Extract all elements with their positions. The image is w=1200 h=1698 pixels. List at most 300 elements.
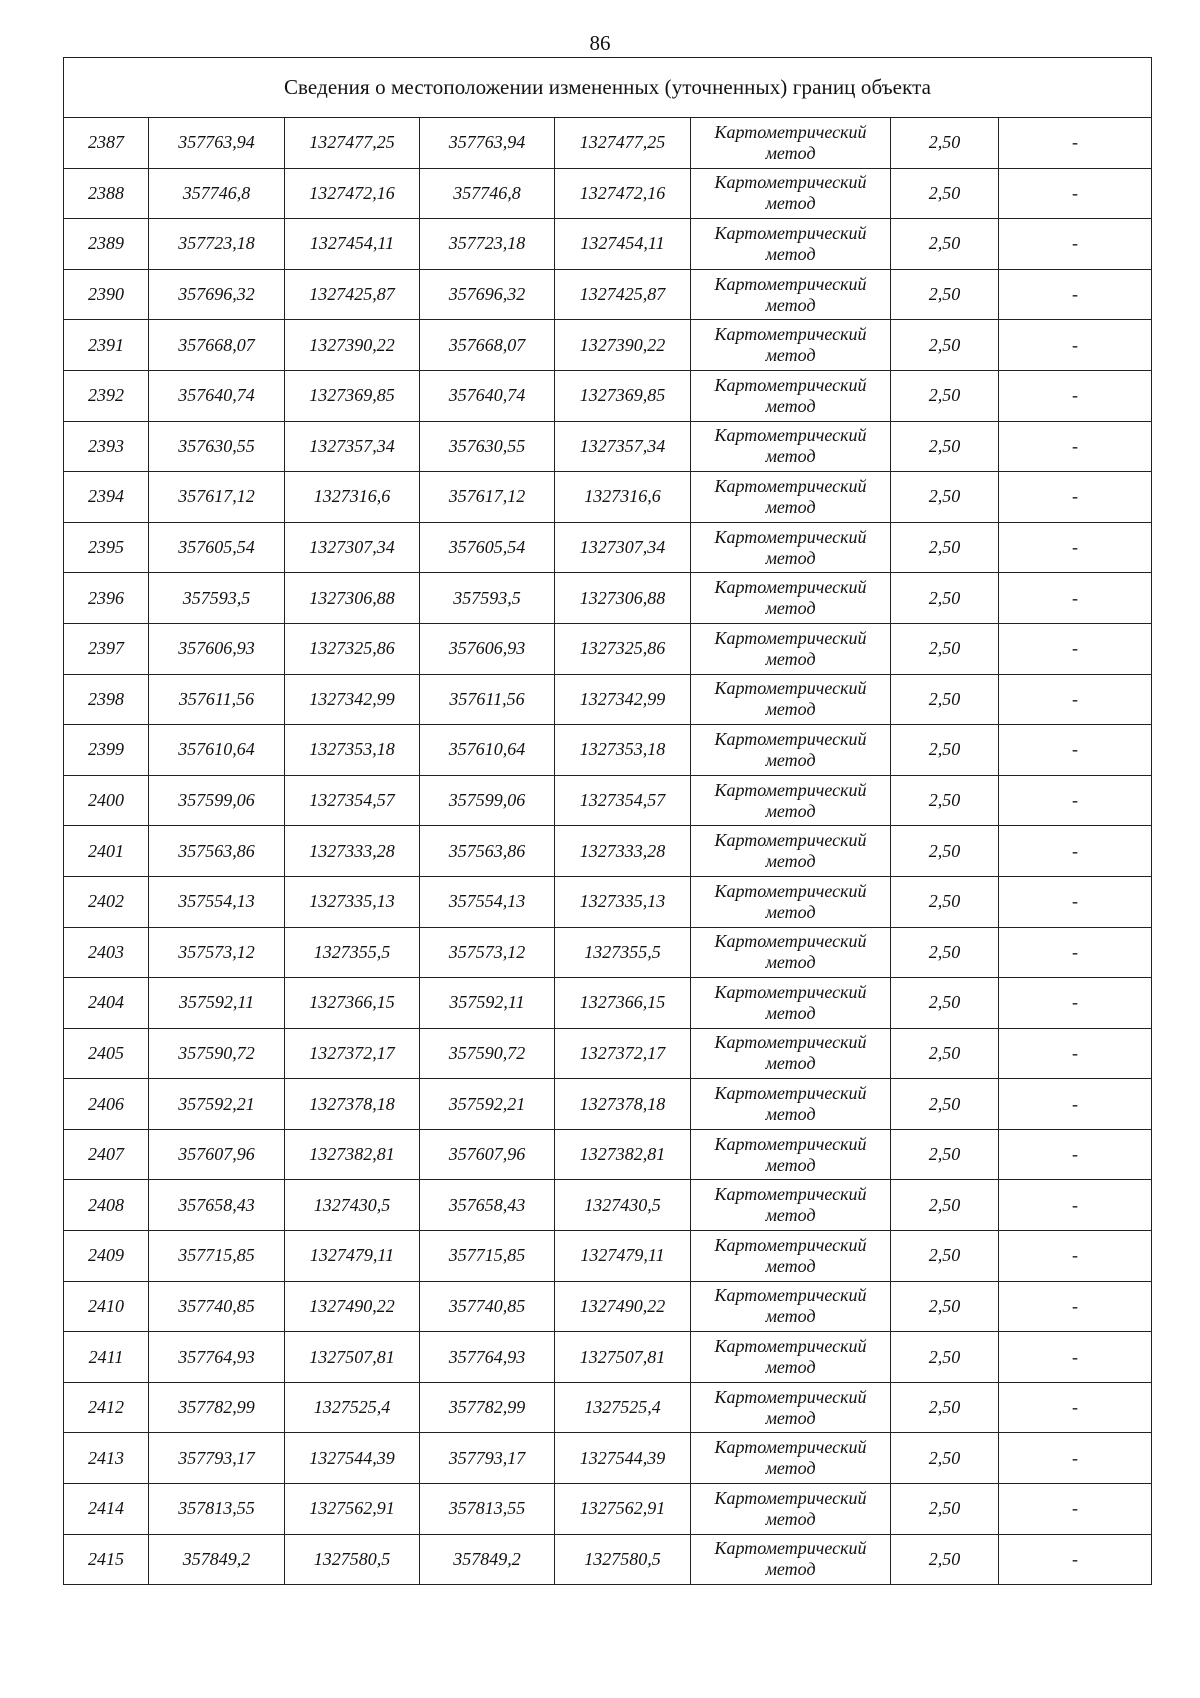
method-cell: [691, 1534, 891, 1585]
method-cell: [691, 876, 891, 927]
method-cell: [691, 1484, 891, 1535]
note-cell: -: [999, 1534, 1152, 1585]
accuracy-cell: 2,50: [891, 623, 999, 674]
refined-y-cell: 1327580,5: [555, 1534, 691, 1585]
existing-x-cell: 357611,56: [149, 674, 285, 725]
existing-y-cell: 1327307,34: [285, 522, 420, 573]
existing-x-cell: 357668,07: [149, 320, 285, 371]
existing-x-cell: 357782,99: [149, 1382, 285, 1433]
method-cell: [691, 1180, 891, 1231]
existing-y-cell: 1327316,6: [285, 472, 420, 523]
existing-y-cell: 1327490,22: [285, 1281, 420, 1332]
existing-x-cell: 357630,55: [149, 421, 285, 472]
existing-y-cell: 1327372,17: [285, 1028, 420, 1079]
table-row: [64, 472, 1152, 523]
refined-y-cell: 1327353,18: [555, 725, 691, 776]
table-row: [64, 522, 1152, 573]
refined-y-cell: 1327369,85: [555, 370, 691, 421]
table-row: [64, 168, 1152, 219]
accuracy-cell: 2,50: [891, 725, 999, 776]
accuracy-cell: 2,50: [891, 1484, 999, 1535]
table-row: [64, 269, 1152, 320]
refined-y-cell: 1327477,25: [555, 118, 691, 169]
existing-x-cell: 357740,85: [149, 1281, 285, 1332]
method-line-1: Картометрический: [714, 1285, 867, 1306]
accuracy-cell: 2,50: [891, 978, 999, 1029]
refined-y-cell: 1327333,28: [555, 826, 691, 877]
method-line-2: метод: [765, 345, 816, 366]
existing-x-cell: 357813,55: [149, 1484, 285, 1535]
table-row: [64, 1129, 1152, 1180]
method-line-2: метод: [765, 1508, 816, 1529]
existing-x-cell: 357723,18: [149, 219, 285, 270]
note-cell: -: [999, 1484, 1152, 1535]
method-cell: [691, 1079, 891, 1130]
method-cell: [691, 219, 891, 270]
refined-x-cell: 357763,94: [420, 118, 555, 169]
table-row: [64, 219, 1152, 270]
accuracy-cell: 2,50: [891, 876, 999, 927]
table-row: [64, 1281, 1152, 1332]
point-number-cell: 2390: [64, 269, 149, 320]
method-line-2: метод: [765, 749, 816, 770]
accuracy-cell: 2,50: [891, 1180, 999, 1231]
point-number-cell: 2403: [64, 927, 149, 978]
point-number-cell: 2411: [64, 1332, 149, 1383]
refined-y-cell: 1327382,81: [555, 1129, 691, 1180]
existing-x-cell: 357715,85: [149, 1231, 285, 1282]
existing-x-cell: 357849,2: [149, 1534, 285, 1585]
note-cell: -: [999, 1028, 1152, 1079]
existing-x-cell: 357563,86: [149, 826, 285, 877]
method-line-2: метод: [765, 1559, 816, 1580]
method-line-1: Картометрический: [714, 374, 867, 395]
method-cell: [691, 978, 891, 1029]
refined-y-cell: 1327366,15: [555, 978, 691, 1029]
method-line-2: метод: [765, 446, 816, 467]
method-cell: [691, 370, 891, 421]
point-number-cell: 2402: [64, 876, 149, 927]
refined-x-cell: 357813,55: [420, 1484, 555, 1535]
note-cell: -: [999, 219, 1152, 270]
refined-x-cell: 357606,93: [420, 623, 555, 674]
accuracy-cell: 2,50: [891, 573, 999, 624]
refined-x-cell: 357746,8: [420, 168, 555, 219]
accuracy-cell: 2,50: [891, 320, 999, 371]
existing-y-cell: 1327507,81: [285, 1332, 420, 1383]
note-cell: -: [999, 1433, 1152, 1484]
refined-y-cell: 1327479,11: [555, 1231, 691, 1282]
method-line-1: Картометрический: [714, 475, 867, 496]
refined-y-cell: 1327390,22: [555, 320, 691, 371]
method-cell: [691, 1332, 891, 1383]
point-number-cell: 2400: [64, 775, 149, 826]
method-line-2: метод: [765, 800, 816, 821]
refined-x-cell: 357640,74: [420, 370, 555, 421]
refined-x-cell: 357554,13: [420, 876, 555, 927]
table-row: [64, 1231, 1152, 1282]
table-row: [64, 1332, 1152, 1383]
method-line-1: Картометрический: [714, 1234, 867, 1255]
method-line-1: Картометрический: [714, 1386, 867, 1407]
existing-x-cell: 357592,21: [149, 1079, 285, 1130]
note-cell: -: [999, 168, 1152, 219]
method-cell: [691, 472, 891, 523]
refined-y-cell: 1327306,88: [555, 573, 691, 624]
refined-x-cell: 357592,11: [420, 978, 555, 1029]
note-cell: -: [999, 370, 1152, 421]
existing-x-cell: 357746,8: [149, 168, 285, 219]
method-cell: [691, 1129, 891, 1180]
accuracy-cell: 2,50: [891, 1231, 999, 1282]
existing-y-cell: 1327335,13: [285, 876, 420, 927]
method-line-1: Картометрический: [714, 222, 867, 243]
refined-y-cell: 1327307,34: [555, 522, 691, 573]
method-line-2: метод: [765, 193, 816, 214]
method-line-2: метод: [765, 1002, 816, 1023]
method-cell: [691, 573, 891, 624]
method-cell: [691, 320, 891, 371]
table-row: [64, 876, 1152, 927]
point-number-cell: 2396: [64, 573, 149, 624]
accuracy-cell: 2,50: [891, 1281, 999, 1332]
method-line-2: метод: [765, 547, 816, 568]
accuracy-cell: 2,50: [891, 118, 999, 169]
accuracy-cell: 2,50: [891, 1382, 999, 1433]
point-number-cell: 2414: [64, 1484, 149, 1535]
method-line-1: Картометрический: [714, 1487, 867, 1508]
method-line-2: метод: [765, 851, 816, 872]
method-line-1: Картометрический: [714, 324, 867, 345]
existing-x-cell: 357590,72: [149, 1028, 285, 1079]
method-cell: [691, 1382, 891, 1433]
method-cell: [691, 1028, 891, 1079]
method-line-2: метод: [765, 1458, 816, 1479]
accuracy-cell: 2,50: [891, 1332, 999, 1383]
refined-x-cell: 357610,64: [420, 725, 555, 776]
refined-y-cell: 1327342,99: [555, 674, 691, 725]
table-row: [64, 1382, 1152, 1433]
existing-x-cell: 357606,93: [149, 623, 285, 674]
refined-y-cell: 1327335,13: [555, 876, 691, 927]
table-row: [64, 623, 1152, 674]
refined-y-cell: 1327357,34: [555, 421, 691, 472]
existing-x-cell: 357605,54: [149, 522, 285, 573]
point-number-cell: 2395: [64, 522, 149, 573]
method-line-1: Картометрический: [714, 981, 867, 1002]
method-line-2: метод: [765, 1357, 816, 1378]
note-cell: -: [999, 269, 1152, 320]
existing-x-cell: 357554,13: [149, 876, 285, 927]
refined-x-cell: 357715,85: [420, 1231, 555, 1282]
note-cell: -: [999, 623, 1152, 674]
method-line-2: метод: [765, 496, 816, 517]
refined-y-cell: 1327430,5: [555, 1180, 691, 1231]
refined-x-cell: 357592,21: [420, 1079, 555, 1130]
method-cell: [691, 421, 891, 472]
existing-y-cell: 1327353,18: [285, 725, 420, 776]
method-line-1: Картометрический: [714, 577, 867, 598]
note-cell: -: [999, 522, 1152, 573]
accuracy-cell: 2,50: [891, 168, 999, 219]
existing-y-cell: 1327430,5: [285, 1180, 420, 1231]
existing-y-cell: 1327325,86: [285, 623, 420, 674]
note-cell: -: [999, 421, 1152, 472]
method-line-2: метод: [765, 1104, 816, 1125]
point-number-cell: 2401: [64, 826, 149, 877]
method-line-1: Картометрический: [714, 1083, 867, 1104]
refined-y-cell: 1327355,5: [555, 927, 691, 978]
method-line-2: метод: [765, 901, 816, 922]
accuracy-cell: 2,50: [891, 775, 999, 826]
boundary-coordinates-table: [63, 57, 1152, 1585]
method-line-2: метод: [765, 1154, 816, 1175]
table-row: [64, 370, 1152, 421]
refined-x-cell: 357590,72: [420, 1028, 555, 1079]
method-line-2: метод: [765, 952, 816, 973]
accuracy-cell: 2,50: [891, 421, 999, 472]
method-line-1: Картометрический: [714, 1184, 867, 1205]
table-row: [64, 775, 1152, 826]
refined-x-cell: 357849,2: [420, 1534, 555, 1585]
point-number-cell: 2389: [64, 219, 149, 270]
method-line-1: Картометрический: [714, 1133, 867, 1154]
existing-x-cell: 357617,12: [149, 472, 285, 523]
existing-x-cell: 357764,93: [149, 1332, 285, 1383]
note-cell: -: [999, 118, 1152, 169]
method-line-2: метод: [765, 648, 816, 669]
method-line-1: Картометрический: [714, 728, 867, 749]
method-line-2: метод: [765, 1205, 816, 1226]
table-row: [64, 978, 1152, 1029]
method-line-1: Картометрический: [714, 779, 867, 800]
method-cell: [691, 1281, 891, 1332]
existing-y-cell: 1327472,16: [285, 168, 420, 219]
refined-x-cell: 357696,32: [420, 269, 555, 320]
method-cell: [691, 522, 891, 573]
method-cell: [691, 1231, 891, 1282]
existing-y-cell: 1327354,57: [285, 775, 420, 826]
existing-y-cell: 1327477,25: [285, 118, 420, 169]
existing-y-cell: 1327357,34: [285, 421, 420, 472]
table-row: [64, 725, 1152, 776]
refined-x-cell: 357599,06: [420, 775, 555, 826]
refined-x-cell: 357593,5: [420, 573, 555, 624]
point-number-cell: 2407: [64, 1129, 149, 1180]
refined-y-cell: 1327354,57: [555, 775, 691, 826]
method-line-1: Картометрический: [714, 880, 867, 901]
existing-y-cell: 1327355,5: [285, 927, 420, 978]
existing-x-cell: 357640,74: [149, 370, 285, 421]
point-number-cell: 2406: [64, 1079, 149, 1130]
method-line-1: Картометрический: [714, 678, 867, 699]
accuracy-cell: 2,50: [891, 826, 999, 877]
refined-y-cell: 1327472,16: [555, 168, 691, 219]
accuracy-cell: 2,50: [891, 219, 999, 270]
existing-x-cell: 357573,12: [149, 927, 285, 978]
point-number-cell: 2409: [64, 1231, 149, 1282]
note-cell: -: [999, 725, 1152, 776]
refined-y-cell: 1327490,22: [555, 1281, 691, 1332]
note-cell: -: [999, 1332, 1152, 1383]
table-row: [64, 674, 1152, 725]
refined-x-cell: 357573,12: [420, 927, 555, 978]
table-row: [64, 1433, 1152, 1484]
refined-y-cell: 1327525,4: [555, 1382, 691, 1433]
point-number-cell: 2404: [64, 978, 149, 1029]
point-number-cell: 2412: [64, 1382, 149, 1433]
point-number-cell: 2405: [64, 1028, 149, 1079]
table-body: [64, 118, 1152, 1585]
point-number-cell: 2410: [64, 1281, 149, 1332]
method-line-2: метод: [765, 1053, 816, 1074]
refined-x-cell: 357668,07: [420, 320, 555, 371]
table-row: [64, 1079, 1152, 1130]
accuracy-cell: 2,50: [891, 927, 999, 978]
table-row: [64, 320, 1152, 371]
existing-y-cell: 1327454,11: [285, 219, 420, 270]
note-cell: -: [999, 876, 1152, 927]
method-line-2: метод: [765, 699, 816, 720]
table-row: [64, 421, 1152, 472]
existing-x-cell: 357593,5: [149, 573, 285, 624]
refined-x-cell: 357764,93: [420, 1332, 555, 1383]
method-cell: [691, 674, 891, 725]
accuracy-cell: 2,50: [891, 472, 999, 523]
point-number-cell: 2391: [64, 320, 149, 371]
table-row: [64, 118, 1152, 169]
existing-x-cell: 357607,96: [149, 1129, 285, 1180]
existing-y-cell: 1327562,91: [285, 1484, 420, 1535]
method-line-1: Картометрический: [714, 425, 867, 446]
existing-x-cell: 357658,43: [149, 1180, 285, 1231]
method-line-1: Картометрический: [714, 526, 867, 547]
note-cell: -: [999, 573, 1152, 624]
method-line-2: метод: [765, 395, 816, 416]
method-line-1: Картометрический: [714, 931, 867, 952]
refined-x-cell: 357740,85: [420, 1281, 555, 1332]
refined-x-cell: 357617,12: [420, 472, 555, 523]
refined-y-cell: 1327378,18: [555, 1079, 691, 1130]
note-cell: -: [999, 1231, 1152, 1282]
point-number-cell: 2392: [64, 370, 149, 421]
note-cell: -: [999, 674, 1152, 725]
refined-y-cell: 1327454,11: [555, 219, 691, 270]
refined-x-cell: 357563,86: [420, 826, 555, 877]
existing-y-cell: 1327544,39: [285, 1433, 420, 1484]
accuracy-cell: 2,50: [891, 1079, 999, 1130]
existing-x-cell: 357696,32: [149, 269, 285, 320]
method-cell: [691, 1433, 891, 1484]
table-caption: Сведения о местоположении измененных (уточненных) границ объекта: [64, 58, 1152, 118]
existing-y-cell: 1327390,22: [285, 320, 420, 371]
point-number-cell: 2413: [64, 1433, 149, 1484]
refined-x-cell: 357723,18: [420, 219, 555, 270]
note-cell: -: [999, 1129, 1152, 1180]
method-line-1: Картометрический: [714, 1437, 867, 1458]
method-line-2: метод: [765, 1407, 816, 1428]
point-number-cell: 2398: [64, 674, 149, 725]
accuracy-cell: 2,50: [891, 1129, 999, 1180]
note-cell: -: [999, 472, 1152, 523]
method-cell: [691, 826, 891, 877]
method-line-1: Картометрический: [714, 121, 867, 142]
existing-x-cell: 357610,64: [149, 725, 285, 776]
refined-x-cell: 357782,99: [420, 1382, 555, 1433]
point-number-cell: 2397: [64, 623, 149, 674]
existing-y-cell: 1327378,18: [285, 1079, 420, 1130]
note-cell: -: [999, 1180, 1152, 1231]
existing-y-cell: 1327479,11: [285, 1231, 420, 1282]
existing-y-cell: 1327425,87: [285, 269, 420, 320]
method-cell: [691, 118, 891, 169]
existing-y-cell: 1327382,81: [285, 1129, 420, 1180]
note-cell: -: [999, 775, 1152, 826]
table-row: [64, 927, 1152, 978]
refined-x-cell: 357607,96: [420, 1129, 555, 1180]
note-cell: -: [999, 927, 1152, 978]
method-line-2: метод: [765, 243, 816, 264]
method-line-2: метод: [765, 294, 816, 315]
accuracy-cell: 2,50: [891, 1028, 999, 1079]
note-cell: -: [999, 320, 1152, 371]
table-row: [64, 1180, 1152, 1231]
method-line-1: Картометрический: [714, 627, 867, 648]
existing-y-cell: 1327342,99: [285, 674, 420, 725]
table-row: [64, 573, 1152, 624]
method-line-1: Картометрический: [714, 830, 867, 851]
existing-x-cell: 357793,17: [149, 1433, 285, 1484]
existing-y-cell: 1327369,85: [285, 370, 420, 421]
method-cell: [691, 775, 891, 826]
accuracy-cell: 2,50: [891, 1433, 999, 1484]
method-cell: [691, 623, 891, 674]
point-number-cell: 2393: [64, 421, 149, 472]
method-cell: [691, 927, 891, 978]
refined-x-cell: 357793,17: [420, 1433, 555, 1484]
note-cell: -: [999, 826, 1152, 877]
existing-y-cell: 1327580,5: [285, 1534, 420, 1585]
page-number: 86: [589, 31, 611, 55]
method-line-2: метод: [765, 142, 816, 163]
method-line-1: Картометрический: [714, 1032, 867, 1053]
existing-x-cell: 357592,11: [149, 978, 285, 1029]
point-number-cell: 2387: [64, 118, 149, 169]
method-line-2: метод: [765, 1306, 816, 1327]
existing-x-cell: 357763,94: [149, 118, 285, 169]
accuracy-cell: 2,50: [891, 1534, 999, 1585]
refined-y-cell: 1327544,39: [555, 1433, 691, 1484]
accuracy-cell: 2,50: [891, 370, 999, 421]
refined-x-cell: 357658,43: [420, 1180, 555, 1231]
method-cell: [691, 269, 891, 320]
method-cell: [691, 168, 891, 219]
method-line-2: метод: [765, 598, 816, 619]
point-number-cell: 2408: [64, 1180, 149, 1231]
table-row: [64, 1028, 1152, 1079]
refined-y-cell: 1327425,87: [555, 269, 691, 320]
accuracy-cell: 2,50: [891, 269, 999, 320]
note-cell: -: [999, 1281, 1152, 1332]
point-number-cell: 2388: [64, 168, 149, 219]
existing-y-cell: 1327333,28: [285, 826, 420, 877]
point-number-cell: 2415: [64, 1534, 149, 1585]
refined-y-cell: 1327507,81: [555, 1332, 691, 1383]
table-row: [64, 826, 1152, 877]
existing-y-cell: 1327366,15: [285, 978, 420, 1029]
existing-y-cell: 1327525,4: [285, 1382, 420, 1433]
method-cell: [691, 725, 891, 776]
